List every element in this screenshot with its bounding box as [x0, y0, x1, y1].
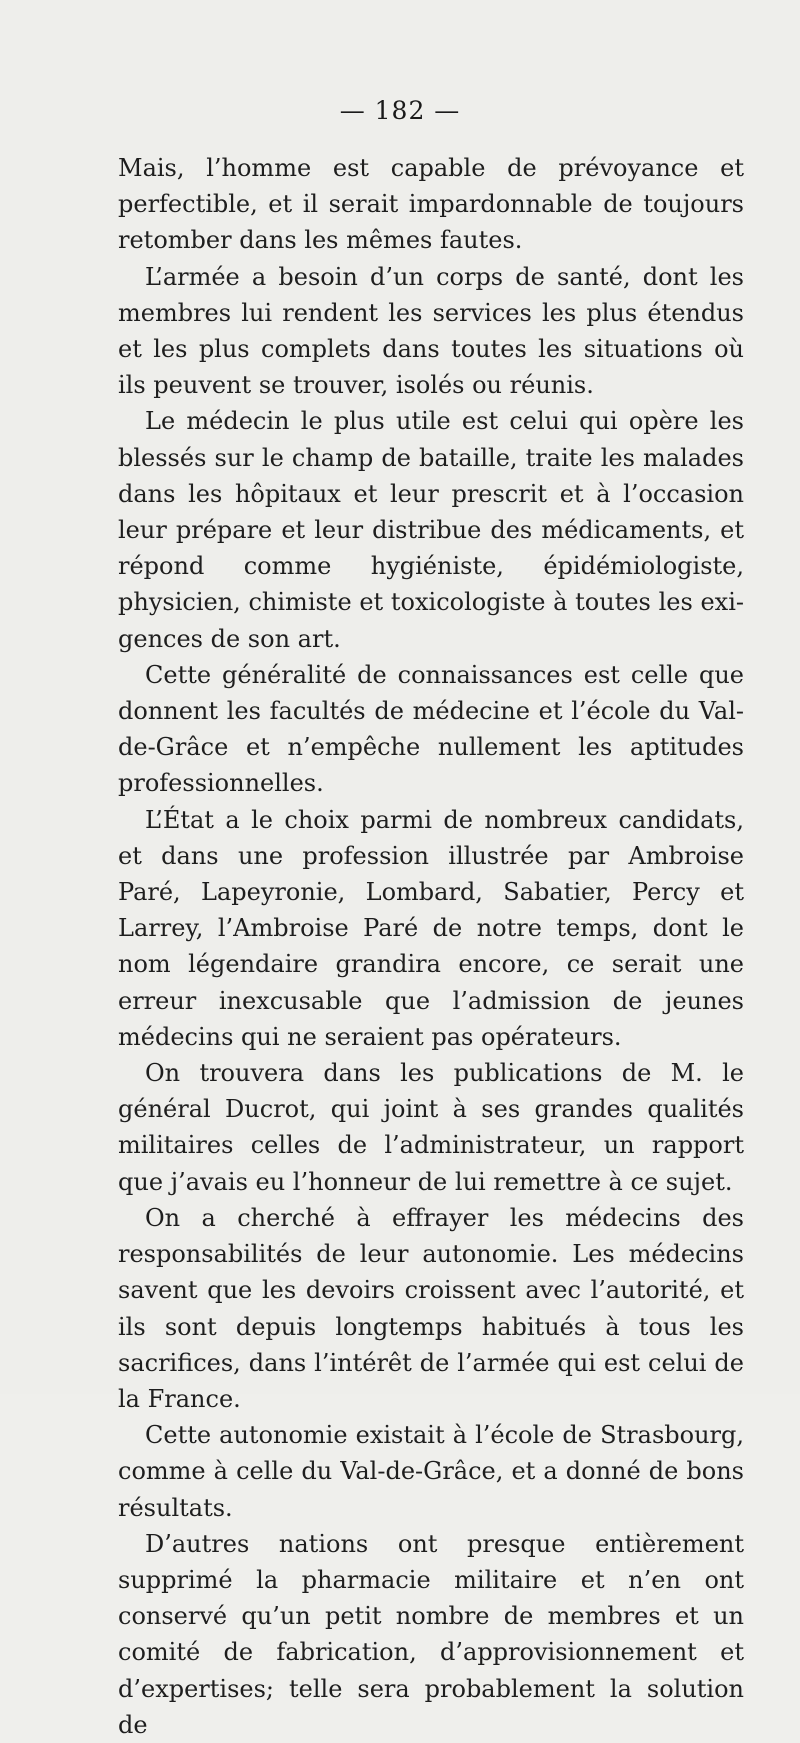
page-number-header: — 182 — — [339, 96, 461, 125]
body-text — [118, 150, 744, 1743]
paragraph: Cette autonomie existait à l’école de Strasbourg, comme à celle du Val-de-Grâce, et a donné de bons résultats. — [118, 1421, 744, 1522]
paragraph: Le médecin le plus utile est celui qui opère les blessés sur le champ de bataille, traite les malades dans les hôpitaux et leur prescrit et à l’occasion leur prépare et leur distribue des médicaments, et répond comme hygiéniste, épidémiologiste, physicien, chimiste et toxicologiste à toutes les exigences de son art. — [118, 407, 744, 653]
paragraph: Cette généralité de connaissances est celle que donnent les facultés de médecine et l’école du Val-de-Grâce et n’empêche nullement les aptitudes professionnelles. — [118, 660, 744, 798]
paragraph: D’autres nations ont presque entièrement supprimé la pharmacie militaire et n’en ont conservé qu’un petit nombre de membres et un comité de fabrication, d’approvisionnement et d’expertises; telle sera probablement la solution de — [118, 1529, 744, 1739]
paragraph: On a cherché à effrayer les médecins des responsabilités de leur autonomie. Les médecins savent que les devoirs croissent avec l’autorité, et ils sont depuis longtemps habitués à tous les sacrifices, dans l’intérêt de l’armée qui est celui de la France. — [118, 1203, 744, 1413]
paragraph: L’État a le choix parmi de nombreux candidats, et dans une profession illustrée par Ambroise Paré, Lapeyronie, Lombard, Sabatier, Percy et Larrey, l’Ambroise Paré de notre temps, dont le nom légendaire grandira encore, ce serait une erreur inexcusable que l’admission de jeunes médecins qui ne seraient pas opérateurs. — [118, 805, 744, 1051]
paragraph: Mais, l’homme est capable de prévoyance et perfectible, et il serait impardonnable de toujours retomber dans les mêmes fautes. — [118, 154, 744, 255]
paragraph: On trouvera dans les publications de M. le général Ducrot, qui joint à ses grandes qualités militaires celles de l’administrateur, un rapport que j’avais eu l’honneur de lui remettre à ce sujet. — [118, 1059, 744, 1196]
paragraph: L’armée a besoin d’un corps de santé, dont les membres lui rendent les services les plus étendus et les plus complets dans toutes les situations où ils peuvent se trouver, isolés ou réunis. — [118, 262, 744, 400]
